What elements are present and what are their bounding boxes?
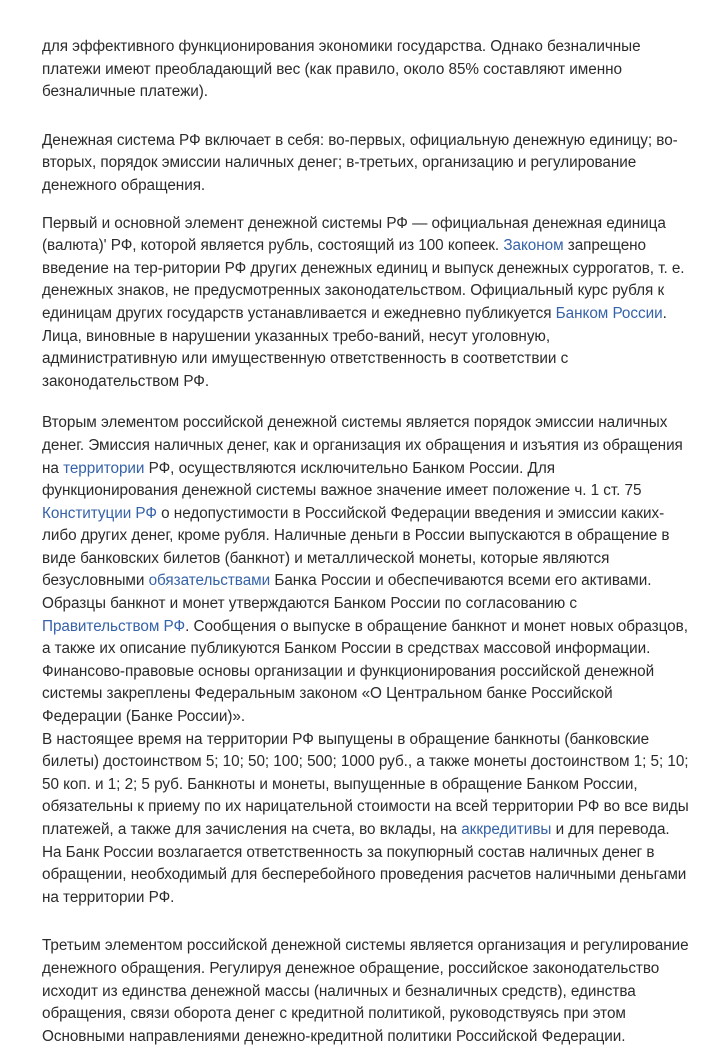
paragraph-circulation-regulation: Третьим элементом российской денежной системы является организация и регулирование денежного обращения. Регулируя денежное обращение, российское законодательство исходит из единства денежной массы (наличных и безналичных средств), единства обращения, связи оборота денег с кредитной политикой, руководствуясь при этом Основными направлениями денежно-кредитной политики Российской Федерации.	[42, 937, 689, 1045]
paragraph-currency-unit	[42, 213, 689, 394]
text-segment: о недопустимости в Российской Федерации введения и эмиссии каких-либо других денег, кроме рубля. Наличные деньги в России выпускаются в обращение в виде банковских билетов (банкнот) и металлической монеты, которые являются безусловными	[42, 504, 670, 590]
paragraph-emission	[42, 412, 689, 728]
text-segment: Первый и основной элемент денежной системы РФ — официальная денежная единица (валюта)' РФ, которой является рубль, состоящий из 100 копеек.	[42, 214, 666, 255]
text-segment: . Лица, виновные в нарушении указанных требо-ваний, несут уголовную, административную или имущественную ответственность в соответствии с законодательством РФ.	[42, 304, 667, 390]
text-segment: Банка России и обеспечиваются всеми его активами. Образцы банкнот и монет утверждаются Банком России по согласованию с	[42, 572, 652, 613]
link-obligations[interactable]: обязательствами	[148, 572, 271, 590]
text-segment: РФ, осуществляются исключительно Банком России. Для функционирования денежной системы важное значение имеет положение ч. 1 ст. 75	[42, 459, 642, 500]
text-segment: В настоящее время на территории РФ выпущены в обращение банкноты (банковские билеты) достоинством 5; 10; 50; 100; 500; 1000 руб., а также монеты достоинством 1; 5; 10; 50 коп. и 1; 2; 5 руб. Банкноты и монеты, выпущенные в обращение Банком России, обязательны к приему по их нарицательной стоимости на всей территории РФ во все виды платежей, а также для зачисления на счета, во вклады, на	[42, 730, 689, 838]
link-government[interactable]: Правительством РФ	[42, 617, 186, 635]
text-segment: . Сообщения о выпуске в обращение банкнот и монет новых образцов, а также их описание публикуются Банком России в средствах массовой информации. Финансово-правовые основы организации и функционирования российской денежной системы закреплены Федеральным законом «О Центральном банке Российской Федерации (Банке России)».	[42, 617, 688, 726]
text-segment: запрещено введение на тер-ритории РФ других денежных единиц и выпуск денежных суррогатов, т. е. денежных знаков, не предусмотренных законодательством. Официальный курс рубля к единицам других государств устанавливается и ежедневно публикуется	[42, 237, 685, 322]
link-letters-of-credit[interactable]: аккредитивы	[461, 821, 552, 838]
text-segment: Вторым элементом российской денежной системы является порядок эмиссии наличных денег. Эмиссия наличных денег, как и организация их обращения и изъятия из обращения на	[42, 414, 683, 477]
link-bank-of-russia[interactable]: Банком России	[555, 304, 663, 322]
link-territory[interactable]: территории	[63, 459, 145, 477]
paragraph-payments: для эффективного функционирования экономики государства. Однако безналичные платежи имеют преобладающий вес (как правило, около 85% составляют именно безналичные платежи).	[42, 38, 641, 101]
paragraph-system-components: Денежная система РФ включает в себя: во-первых, официальную денежную единицу; во-вторых, порядок эмиссии наличных денег; в-третьих, организацию и регулирование денежного обращения.	[42, 131, 678, 194]
link-constitution[interactable]: Конституции РФ	[42, 504, 157, 522]
link-law[interactable]: Законом	[503, 237, 564, 255]
text-segment: и для перевода. На Банк России возлагается ответственность за покупюрный состав наличных денег в обращении, необходимый для бесперебойного проведения расчетов наличными деньгами на территории РФ.	[42, 821, 687, 906]
paragraph-banknotes-coins	[42, 729, 689, 910]
